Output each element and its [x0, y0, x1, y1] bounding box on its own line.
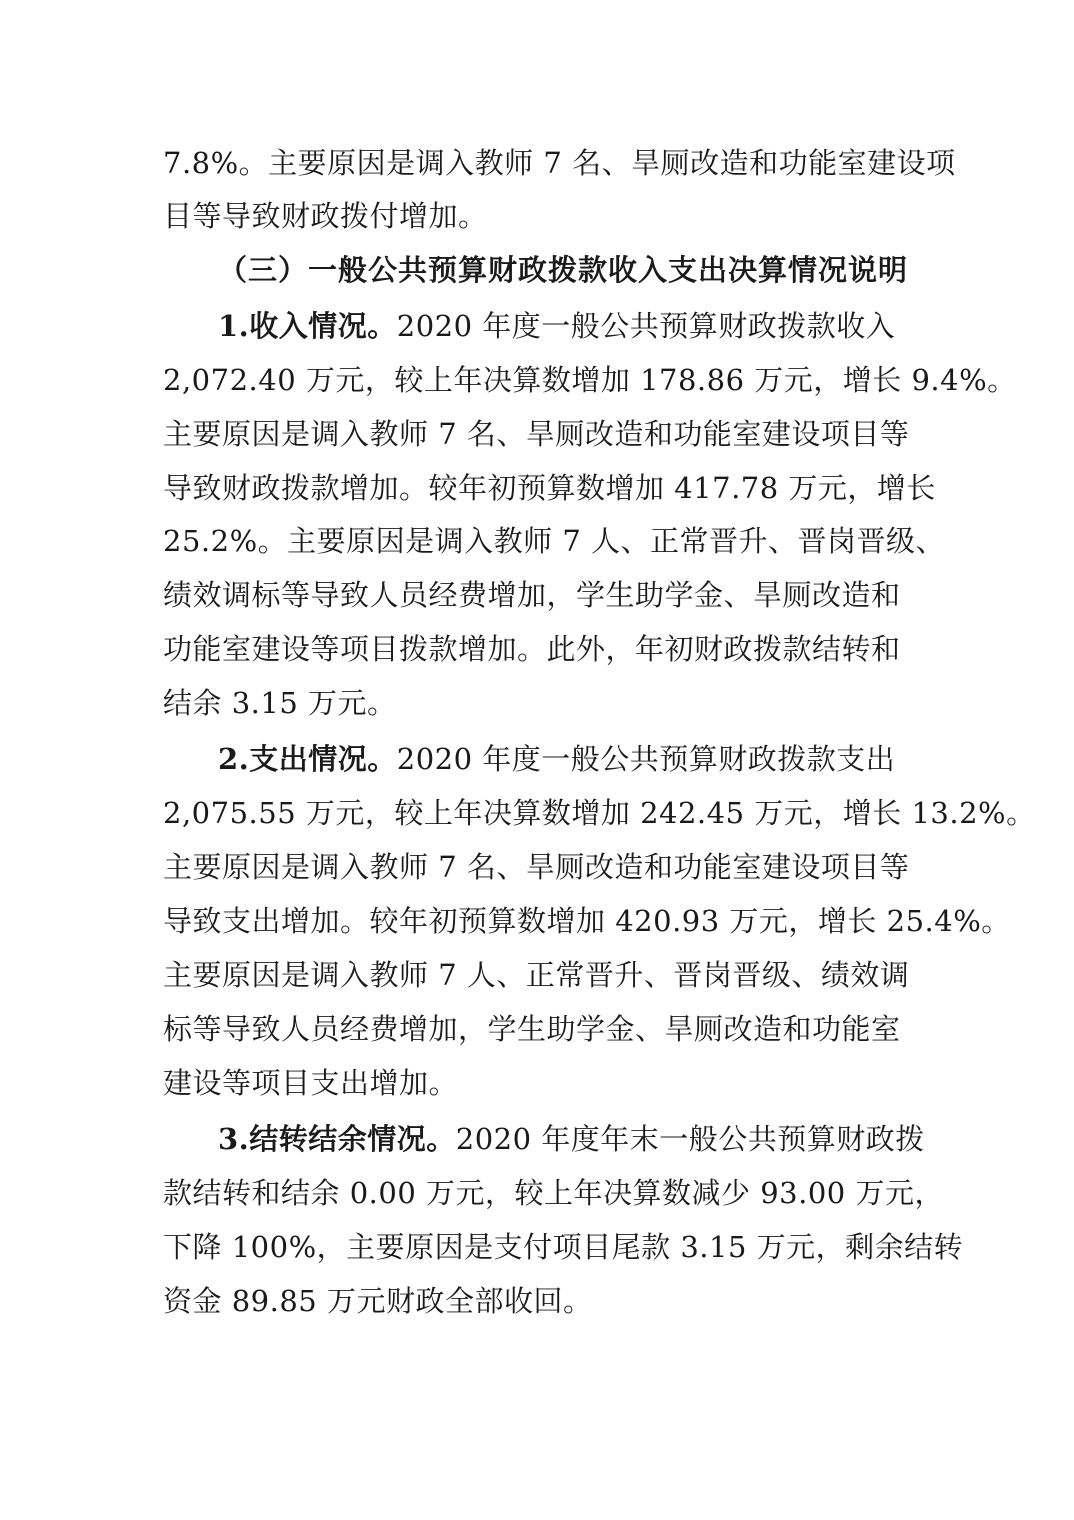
- expense-lead-label: 2.支出情况。: [218, 742, 397, 776]
- body-text-line: 绩效调标等导致人员经费增加，学生助学金、旱厕改造和: [163, 578, 901, 612]
- paragraph-expense-first-line: [218, 741, 895, 777]
- body-text-line: 建设等项目支出增加。: [163, 1066, 459, 1100]
- body-text-line: 主要原因是调入教师 7 人、正常晋升、晋岗晋级、绩效调: [163, 958, 910, 992]
- paragraph-carryover-first-line: [218, 1121, 925, 1157]
- body-text-line: 功能室建设等项目拨款增加。此外，年初财政拨款结转和: [163, 632, 901, 666]
- body-text-line: 结余 3.15 万元。: [163, 686, 397, 720]
- body-text-line: 下降 100%，主要原因是支付项目尾款 3.15 万元，剩余结转: [163, 1230, 964, 1264]
- body-text-line: 导致财政拨款增加。较年初预算数增加 417.78 万元，增长: [163, 471, 936, 505]
- body-text-line: 主要原因是调入教师 7 名、旱厕改造和功能室建设项目等: [163, 417, 910, 451]
- body-text-line: 款结转和结余 0.00 万元，较上年决算数减少 93.00 万元，: [163, 1176, 944, 1210]
- body-text-line: 2,075.55 万元，较上年决算数增加 242.45 万元，增长 13.2%。: [163, 796, 1036, 830]
- body-text-line: 7.8%。主要原因是调入教师 7 名、旱厕改造和功能室建设项: [163, 146, 956, 180]
- body-text: 2020 年度一般公共预算财政拨款收入: [396, 309, 896, 343]
- body-text-line: 导致支出增加。较年初预算数增加 420.93 万元，增长 25.4%。: [163, 904, 1011, 938]
- paragraph-income-first-line: [218, 308, 895, 344]
- body-text-line: 标等导致人员经费增加，学生助学金、旱厕改造和功能室: [163, 1012, 901, 1046]
- income-lead-label: 1.收入情况。: [218, 309, 397, 343]
- carryover-lead-label: 3.结转结余情况。: [218, 1122, 456, 1156]
- body-text: 2020 年度年末一般公共预算财政拨: [455, 1122, 925, 1156]
- section-heading: （三）一般公共预算财政拨款收入支出决算情况说明: [218, 253, 909, 287]
- body-text-line: 25.2%。主要原因是调入教师 7 人、正常晋升、晋岗晋级、: [163, 524, 946, 558]
- body-text: 2020 年度一般公共预算财政拨款支出: [396, 742, 896, 776]
- body-text-line: 2,072.40 万元，较上年决算数增加 178.86 万元，增长 9.4%。: [163, 363, 1017, 397]
- body-text-line: 主要原因是调入教师 7 名、旱厕改造和功能室建设项目等: [163, 850, 910, 884]
- body-text-line: 资金 89.85 万元财政全部收回。: [163, 1284, 593, 1318]
- body-text-line: 目等导致财政拨付增加。: [163, 199, 488, 233]
